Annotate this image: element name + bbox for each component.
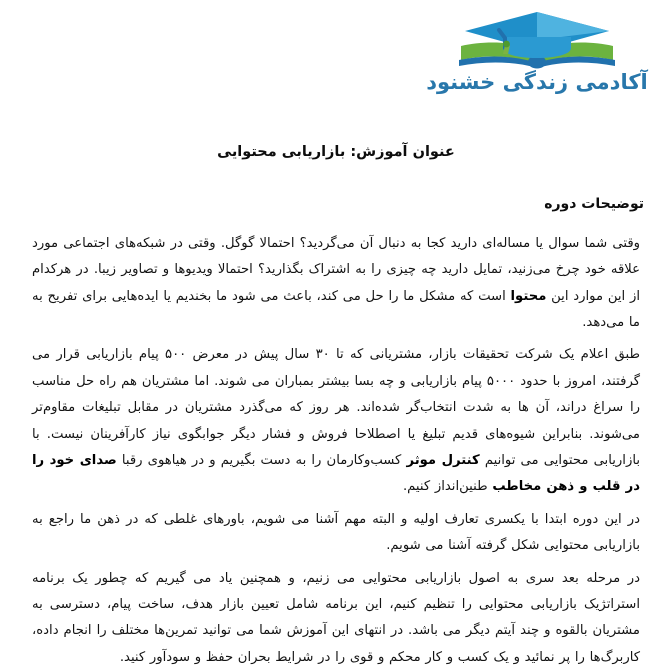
document-header bbox=[28, 0, 648, 118]
body-text: در مرحله بعد سری به اصول بازاریابی محتوایی می زنیم، و همچنین یاد می گیریم که چطور یک برنامه استراتژیک بازاریابی محتوایی را تنظیم کنیم، این برنامه شامل تعیین بازار هدف، ساخت پیام، دسترسی به مشتریان بالقوه و چند آیتم دیگر می باشد. در انتهای این آموزش شما می توانید تمرین‌ها مختلف را انجام داده، کاربرگ‌ها را پر نمائید و یک کسب و کار محکم و قوی را در شرایط بحران حفظ و سودآور کنید. bbox=[32, 570, 640, 665]
paragraph-1 bbox=[28, 231, 644, 337]
body-text: در این دوره ابتدا با یکسری تعارف اولیه و البته مهم آشنا می شویم، باورهای غلطی که در ذهن ما راجع به بازاریابی محتوایی شکل گرفته آشنا می شویم. bbox=[32, 511, 640, 554]
cap-tassel-knot bbox=[503, 41, 510, 48]
body-text: وقتی شما سوال یا مساله‌ای دارید کجا به دنبال آن می‌گردید؟ احتمالا گوگل. وقتی در شبکه‌های اجتماعی مورد علاقه خود چرخ می‌زنید، تمایل دارید چه چیزی را به اشتراک بگذارید؟ احتمالا ویدیوها و تصاویر زیبا. در هرکدام از این موارد این bbox=[32, 235, 641, 304]
brand-logo-text: آکادمی زندگی خشنود bbox=[426, 70, 648, 94]
section-heading-course-description: توضیحات دوره bbox=[544, 195, 644, 212]
emphasis-text: محتوا bbox=[510, 288, 547, 304]
emphasis-text: صدای خود را در قلب و ذهن مخاطب bbox=[32, 453, 640, 495]
body-text: طنین‌انداز کنیم. bbox=[402, 479, 493, 495]
body-text: است که مشکل ما را حل می کند، باعث می شود ما بخندیم یا ایده‌هایی برای تفریح به ما می‌دهد. bbox=[32, 288, 640, 330]
emphasis-text: کنترل موثر bbox=[406, 453, 480, 468]
cap-crown bbox=[503, 37, 571, 58]
page-title: عنوان آموزش: بازاریابی محتوایی bbox=[217, 144, 455, 160]
body-text: کسب‌وکارمان را به دست بگیریم و در هیاهوی رقبا bbox=[116, 453, 407, 468]
paragraph-3 bbox=[28, 507, 644, 560]
brand-logo bbox=[426, 0, 648, 94]
graduation-cap-icon bbox=[453, 8, 621, 70]
paragraph-4 bbox=[28, 566, 644, 672]
course-description-body bbox=[28, 231, 644, 672]
body-text: طبق اعلام یک شرکت تحقیقات بازار، مشتریانی که تا ۳۰ سال پیش در معرض ۵۰۰ پیام بازاریابی قرار می گرفتند، امروز با حدود ۵۰۰۰ پیام بازاریابی و چه بسا بیشتر بمباران می شوند. اما مشتریان هم راه حل مناسب را سراغ دراند، آن ها به شدت انتخاب‌گر شده‌اند. هر روز که می‌گذرد مشتریان در مقابل تبلیغات مقاوم‌تر می‌شوند. بنابراین شیوه‌های قدیم تبلیغ یا اصطلاحا فروش و فشار دیگر جوابگوی نیاز کارآفرینان نیست. با بازاریابی محتوایی می توانیم bbox=[32, 347, 641, 468]
paragraph-2 bbox=[28, 342, 644, 500]
